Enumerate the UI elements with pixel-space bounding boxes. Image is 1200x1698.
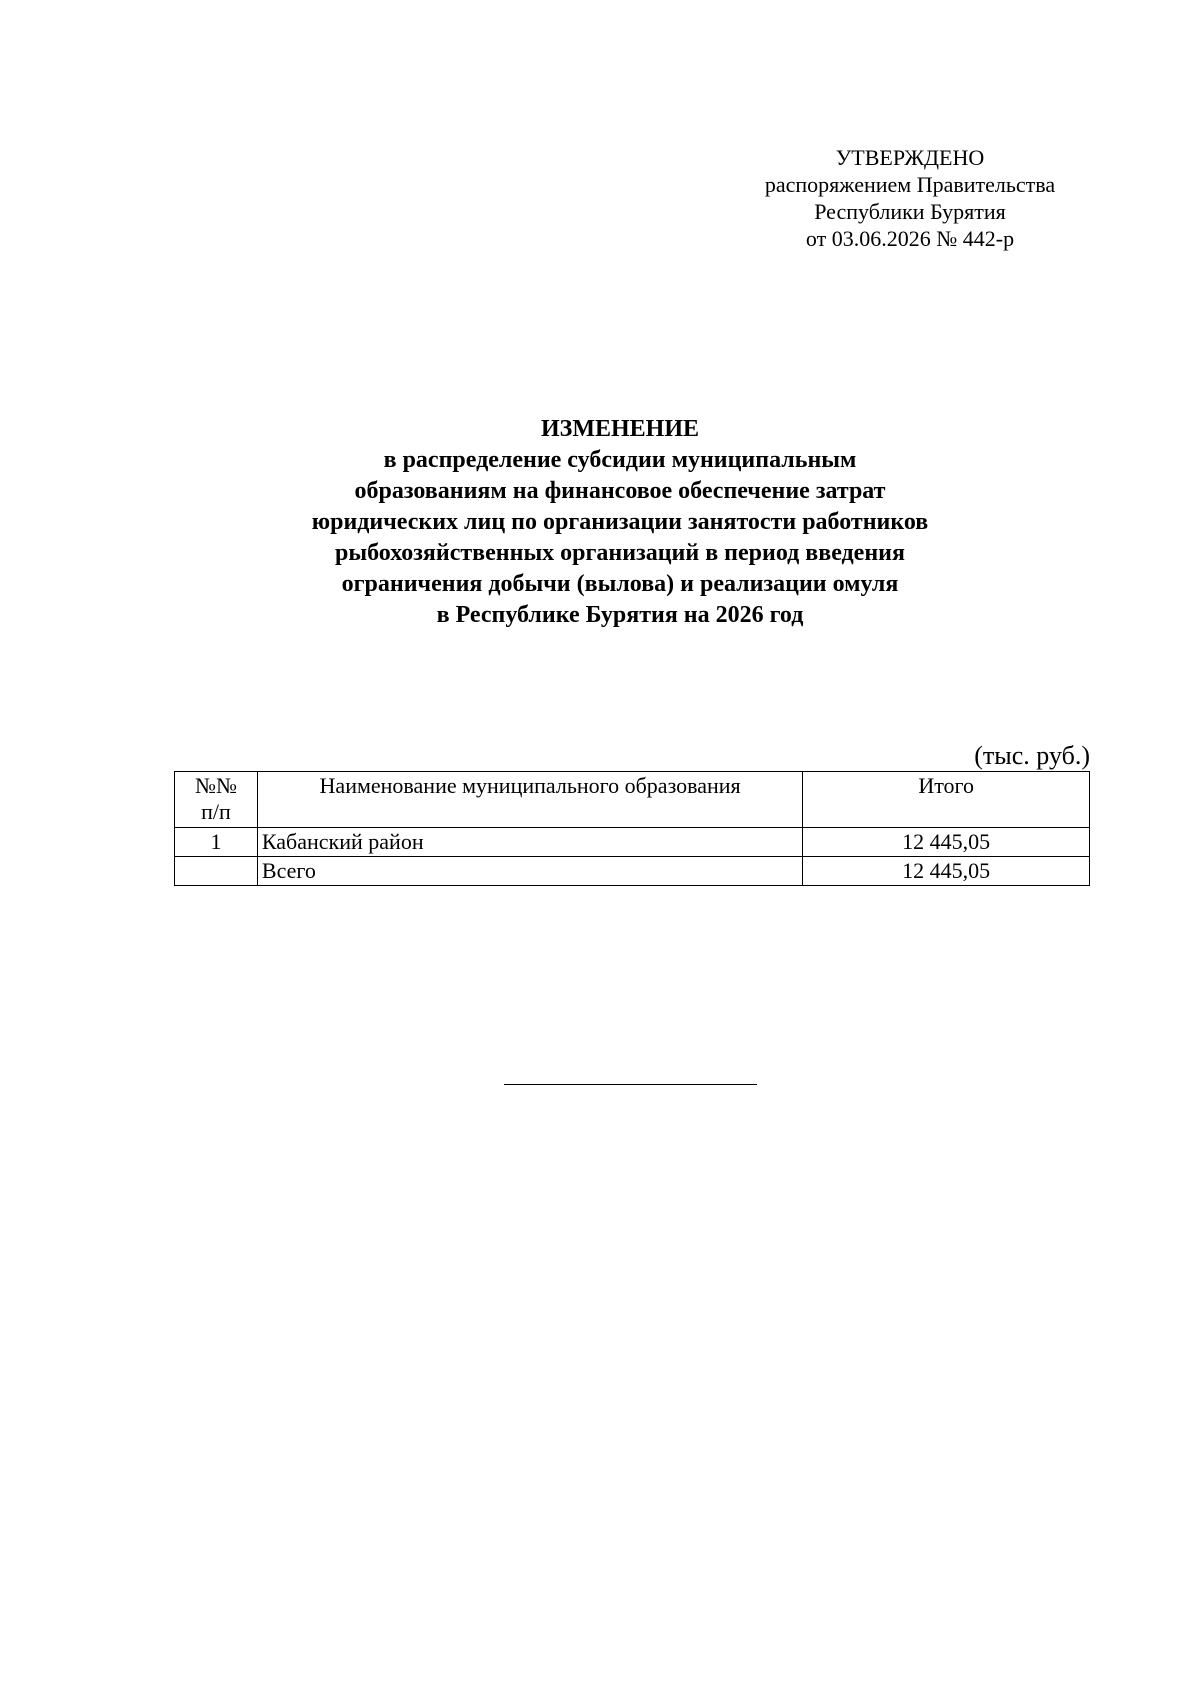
title-line: в распределение субсидии муниципальным bbox=[383, 447, 857, 473]
row-total: 12 445,05 bbox=[803, 857, 1090, 886]
subsidy-table bbox=[174, 771, 1090, 886]
header-number-line1: №№ bbox=[194, 773, 237, 798]
title-heading: ИЗМЕНЕНИЕ bbox=[540, 416, 699, 442]
approval-stamp bbox=[740, 144, 1080, 252]
header-municipality: Наименование муниципального образования bbox=[257, 772, 802, 828]
header-number bbox=[175, 772, 258, 828]
document-title bbox=[150, 414, 1090, 631]
header-total: Итого bbox=[803, 772, 1090, 828]
table-header-row bbox=[175, 772, 1090, 828]
approval-region: Республики Бурятия bbox=[814, 199, 1006, 224]
row-number: 1 bbox=[175, 828, 258, 857]
units-label: (тыс. руб.) bbox=[974, 741, 1090, 770]
title-line: ограничения добычи (вылова) и реализации омуля bbox=[341, 571, 899, 597]
row-municipality: Кабанский район bbox=[257, 828, 802, 857]
title-line: юридических лиц по организации занятости работников bbox=[311, 509, 929, 535]
table-row-summary bbox=[175, 857, 1090, 886]
approval-date-number: от 03.06.2026 № 442-р bbox=[805, 226, 1015, 251]
title-line: образованиям на финансовое обеспечение затрат bbox=[354, 478, 886, 504]
header-number-line2: п/п bbox=[201, 799, 231, 824]
row-number bbox=[175, 857, 258, 886]
title-line: в Республике Бурятия на 2026 год bbox=[436, 602, 804, 628]
row-total: 12 445,05 bbox=[803, 828, 1090, 857]
row-municipality: Всего bbox=[257, 857, 802, 886]
approval-heading: УТВЕРЖДЕНО bbox=[835, 145, 985, 170]
approval-issuer: распоряжением Правительства bbox=[764, 172, 1056, 197]
title-line: рыбохозяйственных организаций в период введения bbox=[335, 540, 905, 566]
end-divider-line bbox=[504, 1084, 757, 1085]
table-row bbox=[175, 828, 1090, 857]
